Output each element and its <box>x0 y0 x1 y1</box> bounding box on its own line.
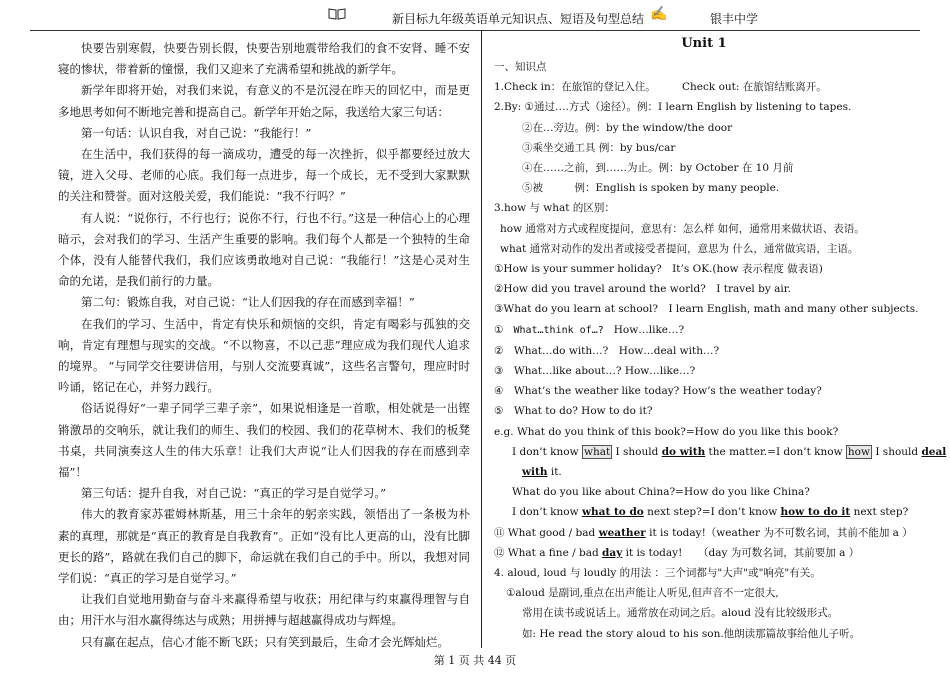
note-line: ①aloud 是副词,重点在出声能让人听见,但声音不一定很大, <box>506 587 779 600</box>
note-line <box>494 462 914 482</box>
note-line: ③ What…like about…? How…like…? <box>494 365 696 378</box>
paragraph: 伟大的教育家苏霍姆林斯基，用三十余年的躬亲实践，领悟出了一条极为朴素的真理，那就是“真正的教育是自我教育”。正如“没有比人更高的山，没有比脚更长的路”，路就在我们自己的脚下，命运就在我们自己的手中。所以，我想对同学们说：“真正的学习是自觉学习。” <box>58 507 470 586</box>
note-line: ②How did you travel around the world? I travel by air. <box>494 283 791 296</box>
text-run: the matter.=I don’t know <box>705 445 846 458</box>
underlined-phrase: what to do <box>581 506 644 519</box>
text-run: next step? <box>850 506 909 519</box>
note-line: What do you like about China?=How do you like China? <box>512 486 810 499</box>
paragraph: 快要告别寒假，快要告别长假，快要告别地震带给我们的食不安肾、睡不安寝的惨状，带着新的憧憬，我们又迎来了充满希望和挑战的新学年。 <box>58 41 470 77</box>
paragraph: 在生活中，我们获得的每一滴成功，遭受的每一次挫折，似乎都要经过放大镜，进入父母、老师的心底。我们每一点进步，每一个成长，无不受到大家默默的关注和赞誉。面对这般关爱，我们能说：“我不行吗？” <box>58 147 470 204</box>
note-line: 1.Check in：在旅馆的登记入住。 Check out: 在旅馆结账离开。 <box>494 81 827 94</box>
text-run: it is today!（weather 为不可数名词，其前不能加 a ） <box>645 526 913 539</box>
right-column <box>494 36 947 644</box>
note-line: ⑤ What to do? How to do it? <box>494 405 653 418</box>
note-line <box>494 543 914 563</box>
text-run: ⑪ What good / bad <box>494 526 599 539</box>
page-header <box>30 0 920 31</box>
underlined-phrase: weather <box>598 526 646 539</box>
text-run: I don’t know <box>512 506 582 519</box>
note-line: ⑤被 例：English is spoken by many people. <box>522 182 780 195</box>
paragraph: 第二句：锻炼自我，对自己说：“让人们因我的存在而感到幸福！” <box>81 295 415 310</box>
note-line: 2.By: ①通过….方式（途径）。例：I learn English by listening to tapes. <box>494 101 852 114</box>
left-column <box>58 38 470 653</box>
column-divider <box>481 31 482 648</box>
paragraph: 只有赢在起点，信心才能不断飞跃；只有笑到最后，生命才会光辉灿烂。 <box>81 634 449 649</box>
boxed-word: how <box>847 445 870 458</box>
paragraph: 在我们的学习、生活中，肯定有快乐和烦恼的交织，肯定有喝彩与孤独的交响，肯定有理想与现实的交战。“不以物喜，不以己悲”理应成为我们现代人追求的境界。 “与同学交往要讲信用，与别人交流要真诚”，这些名言警句，理应时时吟诵，铭记在心，并努力践行。 <box>58 316 470 395</box>
text-run: it is today! （day 为可数名词，其前要加 a ） <box>622 546 860 559</box>
note-line: 4. aloud, loud 与 loudly 的用法 ：三个词都与"大声"或"响亮"有关。 <box>494 567 821 580</box>
note-line <box>494 320 914 341</box>
note-line <box>494 523 914 543</box>
paragraph: 第一句话：认识自我，对自己说：“我能行！” <box>81 125 312 140</box>
book-icon <box>328 8 346 20</box>
text-run: I should <box>612 445 662 458</box>
text-run: I don’t know <box>512 445 582 458</box>
note-line: ②在…旁边。例：by the window/the door <box>522 121 733 134</box>
text-run: ⑫ What a fine / bad <box>494 546 603 559</box>
note-line: how 通常对方式或程度提问，意思有：怎么样 如何，通常用来做状语、表语。 <box>500 222 865 235</box>
item-number: ① <box>494 323 504 336</box>
note-line <box>494 442 947 462</box>
phrase-text: How…like…? <box>613 323 685 336</box>
note-line: 常用在读书或说话上。通常放在动词之后。aloud 没有比较级形式。 <box>522 607 839 620</box>
boxed-word: what <box>583 445 611 458</box>
note-line: what 通常对动作的发出者或接受者提问，意思为 什么，通常做宾语，主语。 <box>500 242 859 255</box>
text-run: it. <box>547 466 562 479</box>
text-run: I should <box>871 445 922 458</box>
note-line: ③What do you learn at school? I learn English, math and many other subjects. <box>494 303 919 316</box>
note-line: 如: He read the story aloud to his son.他朗读那篇故事给他儿子听。 <box>522 627 861 640</box>
phrase-text: What…think of…? <box>513 324 604 336</box>
header-title: 新目标九年级英语单元知识点、短语及句型总结 <box>392 12 645 26</box>
underlined-phrase: with <box>522 466 548 479</box>
paragraph: 有人说：“说你行，不行也行；说你不行，行也不行。”这是一种信心上的心理暗示，会对我们的学习、生活产生重要的影响。我们每个人都是一个独特的生命个体，没有人能替代我们，我们应该勇敢地对自己说：“我能行！”这是心灵对生命的允诺，是我们前行的力量。 <box>58 210 470 289</box>
paragraph: 俗话说得好“一辈子同学三辈子亲”，如果说相逢是一首歌，相处就是一出铿锵激昂的交响乐，就让我们的师生、我们的校园、我们的花草树木、我们的板凳书桌，共同演奏这人生的伟大乐章！让我们大声说“让人们因我的存在而感到幸福”！ <box>58 401 470 480</box>
underlined-phrase: do with <box>661 445 706 458</box>
unit-title: Unit 1 <box>681 36 727 51</box>
header-school: 银丰中学 <box>710 12 759 26</box>
page-number: 第 1 页 共 44 页 <box>433 654 517 667</box>
note-line: ④ What’s the weather like today? How’s the weather today? <box>494 385 822 398</box>
note-line: e.g. What do you think of this book?=How do you like this book? <box>494 425 839 438</box>
underlined-phrase: day <box>602 546 623 559</box>
section-heading: 一、知识点 <box>494 61 547 73</box>
paragraph: 第三句话：提升自我，对自己说：“真正的学习是自觉学习。” <box>81 486 387 501</box>
paragraph: 新学年即将开始，对我们来说，有意义的不是沉浸在昨天的回忆中，而是更多地思考如何不断地完善和提高自己。新学年开始之际，我送给大家三句话： <box>58 83 470 119</box>
note-line: ② What…do with…? How…deal with…? <box>494 344 720 357</box>
text-run: next step?=I don’t know <box>643 506 781 519</box>
underlined-phrase: deal <box>921 445 947 458</box>
note-line <box>494 502 914 522</box>
paragraph: 让我们自觉地用勤奋与奋斗来赢得希望与收获；用纪律与约束赢得理智与自由；用汗水与泪水赢得练达与成熟；用拼搏与超越赢得成功与辉煌。 <box>58 592 470 628</box>
pen-icon: ✍ <box>650 6 668 22</box>
underlined-phrase: how to do it <box>780 506 851 519</box>
note-line: ①How is your summer holiday? It’s OK.(how 表示程度 做表语) <box>494 263 823 276</box>
note-line: ③乘坐交通工具 例：by bus/car <box>522 141 676 154</box>
note-line: ④在……之前，到……为止。例：by October 在 10 月前 <box>522 162 794 175</box>
note-line: 3.how 与 what 的区别： <box>494 202 615 215</box>
